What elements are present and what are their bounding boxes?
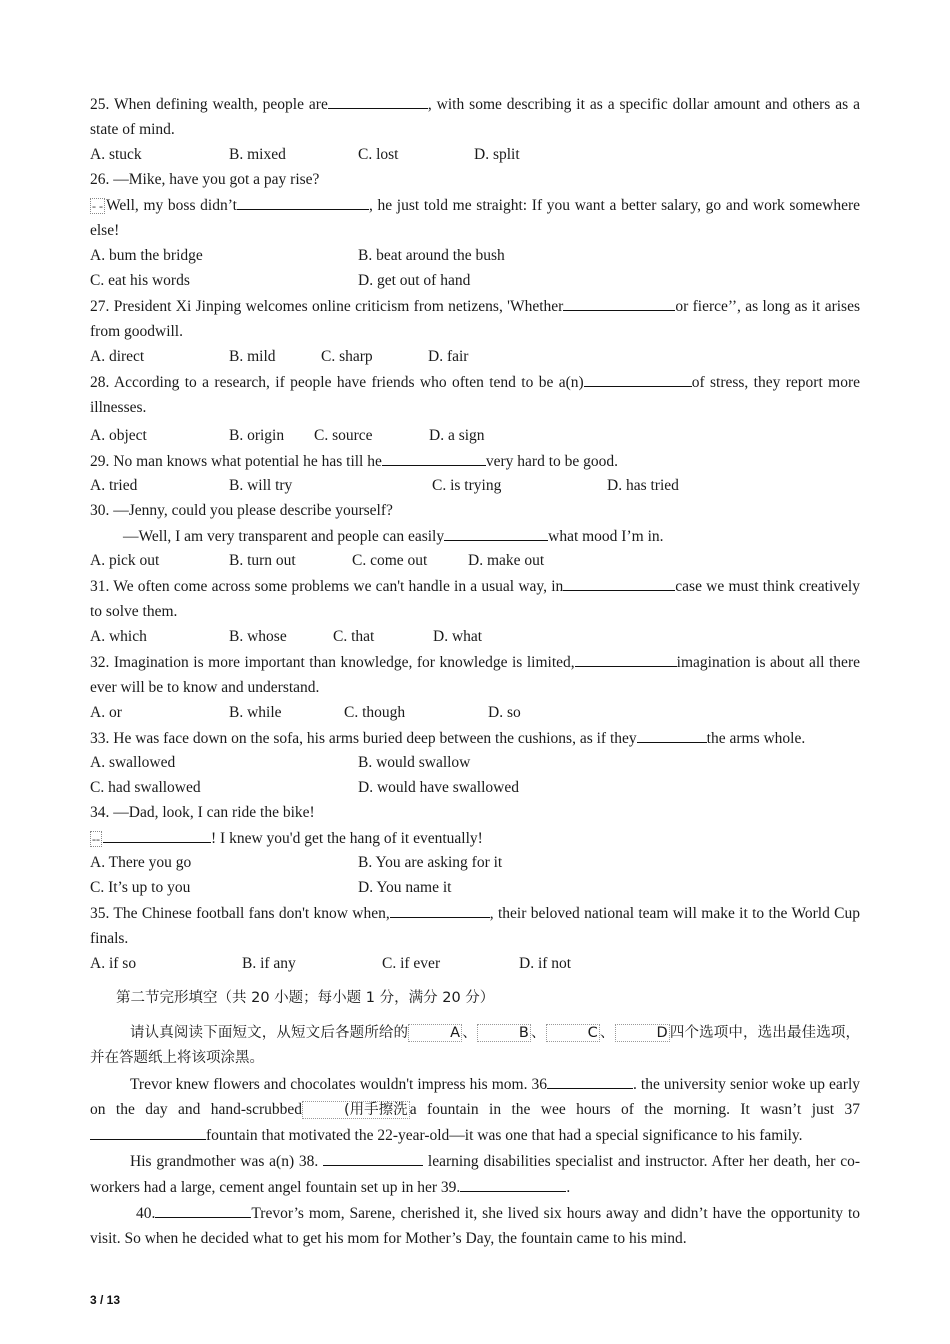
option-a: A. which <box>90 628 147 645</box>
question-text: or fierce’’, as long as it arises from goodwill. <box>90 298 860 340</box>
question-text: very hard to be good. <box>485 453 619 470</box>
question-32 <box>90 649 860 700</box>
reply-text: what mood I’m in. <box>548 528 664 545</box>
option-a: A. or <box>90 704 122 721</box>
options-row <box>90 875 860 900</box>
answer-blank <box>90 1122 206 1140</box>
reply-text: , he just told me straight: If you want a better salary, go and work somewhere else! <box>90 197 861 239</box>
question-text: , with some describing it as a specific dollar amount and others as a state of mind. <box>90 96 861 138</box>
options-row <box>90 951 860 976</box>
option-a: A. tried <box>90 477 138 494</box>
question-30-reply <box>90 523 860 548</box>
option-letter: A <box>408 1024 462 1042</box>
question-text: case we must think creatively to solve them. <box>90 578 860 620</box>
answer-blank <box>563 293 675 311</box>
reply-text: Well, my boss didn’t <box>106 197 237 214</box>
option-b: B. whose <box>229 628 287 645</box>
option-b: B. while <box>229 704 282 721</box>
option-b: B. will try <box>229 477 293 494</box>
question-text: 28. According to a research, if people have friends who often tend to be a(n) <box>90 374 584 391</box>
dash-marker: -- <box>92 832 100 846</box>
question-25 <box>90 91 860 142</box>
option-b: B. mild <box>229 348 276 365</box>
answer-blank <box>584 369 692 387</box>
options-row <box>90 423 860 448</box>
options-row <box>90 142 860 167</box>
answer-blank <box>390 900 490 918</box>
option-c: C. eat his words <box>90 272 190 289</box>
question-33 <box>90 725 860 750</box>
option-d: D. You name it <box>358 879 452 896</box>
option-d: D. if not <box>519 955 572 972</box>
option-c: C. had swallowed <box>90 779 201 796</box>
option-d: D. make out <box>468 552 545 569</box>
section-instructions: 请认真阅读下面短文，从短文后各题所给的 A 、 B 、 C 、 D 四个选项中，选出最佳选项，并在答题纸上将该项涂黑。 <box>90 1025 861 1066</box>
option-b: B. turn out <box>229 552 296 569</box>
question-text: , their beloved national team will make it to the World Cup finals. <box>90 905 861 947</box>
option-c: C. It’s up to you <box>90 879 191 896</box>
option-letter: C <box>546 1024 600 1042</box>
option-c: C. source <box>314 427 373 444</box>
option-b: B. You are asking for it <box>358 854 503 871</box>
answer-blank <box>382 448 486 466</box>
option-d: D. what <box>433 628 483 645</box>
option-c: C. sharp <box>321 348 373 365</box>
dash-marker: - - <box>92 199 103 213</box>
question-31 <box>90 573 860 624</box>
question-28 <box>90 369 860 420</box>
question-text: 31. We often come across some problems we can't handle in a usual way, in <box>90 578 564 595</box>
option-d: D. would have swallowed <box>358 779 519 796</box>
options-row <box>90 700 860 725</box>
answer-blank <box>237 192 369 210</box>
question-text: of stress, they report more illnesses. <box>90 374 860 416</box>
options-row <box>90 850 860 875</box>
option-c: C. lost <box>358 146 399 163</box>
answer-blank <box>328 91 428 109</box>
annotation-note: (用手擦洗 <box>302 1101 410 1119</box>
reply-text: ! I knew you'd get the hang of it eventually! <box>211 830 483 847</box>
option-a: A. if so <box>90 955 137 972</box>
option-c: C. though <box>344 704 406 721</box>
option-d: D. get out of hand <box>358 272 471 289</box>
question-30: 30. —Jenny, could you please describe yourself? <box>90 502 393 519</box>
options-row <box>90 775 860 800</box>
question-26-reply <box>90 192 860 243</box>
option-c: C. if ever <box>382 955 441 972</box>
option-letter: D <box>615 1024 670 1042</box>
answer-blank <box>637 725 707 743</box>
option-c: C. that <box>333 628 375 645</box>
passage-paragraph: 40. Trevor’s mom, Sarene, cherished it, she lived six hours away and didn’t have the opportunity to visit. So when he decided what to get his mom for Mother’s Day, the fountain came to his mind. <box>90 1200 860 1251</box>
option-a: A. stuck <box>90 146 142 163</box>
question-text: 33. He was face down on the sofa, his arms buried deep between the cushions, as if they <box>90 730 637 747</box>
option-b: B. beat around the bush <box>358 247 505 264</box>
option-b: B. mixed <box>229 146 286 163</box>
option-a: A. swallowed <box>90 754 176 771</box>
option-b: B. would swallow <box>358 754 471 771</box>
option-a: A. direct <box>90 348 145 365</box>
options-row <box>90 243 860 268</box>
reply-text: —Well, I am very transparent and people can easily <box>123 528 445 545</box>
question-text: 27. President Xi Jinping welcomes online criticism from netizens, 'Whether <box>90 298 564 315</box>
question-text: imagination is about all there ever will be to know and understand. <box>90 654 860 696</box>
option-a: A. object <box>90 427 147 444</box>
option-c: C. come out <box>352 552 428 569</box>
section-heading: 第二节完形填空（共 20 小题；每小题 1 分，满分 20 分） <box>116 990 495 1006</box>
question-text: 35. The Chinese football fans don't know when, <box>90 905 390 922</box>
answer-blank <box>547 1071 633 1089</box>
question-34-reply <box>90 825 860 850</box>
question-text: 29. No man knows what potential he has till he <box>90 453 382 470</box>
answer-blank <box>323 1148 423 1166</box>
option-d: D. fair <box>428 348 469 365</box>
passage-paragraph: Trevor knew flowers and chocolates wouldn't impress his mom. 36 . the university senior woke up early on the day and hand-scrubbed (用手擦洗 a fountain in the wee hours of the morning. It wasn’t just 37 fountain that motivated the 22-year-old—it was one that had a special significance to his family. <box>90 1071 860 1148</box>
answer-blank <box>103 825 211 843</box>
option-d: D. split <box>474 146 520 163</box>
answer-blank <box>155 1200 251 1218</box>
passage-paragraph: His grandmother was a(n) 38. learning disabilities specialist and instructor. After her death, her co-workers had a large, cement angel fountain set up in her 39. . <box>90 1148 860 1200</box>
option-c: C. is trying <box>432 477 502 494</box>
question-text: 32. Imagination is more important than knowledge, for knowledge is limited, <box>90 654 575 671</box>
question-text: the arms whole. <box>706 730 806 747</box>
options-row <box>90 750 860 775</box>
answer-blank <box>575 649 677 667</box>
options-row <box>90 344 860 369</box>
question-29 <box>90 448 860 473</box>
instruction-text: 请认真阅读下面短文，从短文后各题所给的 <box>130 1025 409 1041</box>
instruction-text: 四个选项中，选出最佳选项，并在答题纸上将该项涂黑。 <box>90 1025 861 1066</box>
question-34: 34. —Dad, look, I can ride the bike! <box>90 804 315 821</box>
answer-blank <box>444 523 548 541</box>
answer-blank <box>460 1174 566 1192</box>
options-row <box>90 268 860 293</box>
option-b: B. if any <box>242 955 296 972</box>
options-row <box>90 473 860 498</box>
option-a: A. pick out <box>90 552 160 569</box>
option-d: D. so <box>488 704 521 721</box>
option-d: D. a sign <box>429 427 485 444</box>
option-a: A. bum the bridge <box>90 247 203 264</box>
page-number: 3 / 13 <box>90 1293 121 1307</box>
question-text: 25. When defining wealth, people are <box>90 96 328 113</box>
option-a: A. There you go <box>90 854 192 871</box>
question-26: 26. —Mike, have you got a pay rise? <box>90 171 320 188</box>
document-page <box>90 91 860 1251</box>
option-d: D. has tried <box>607 477 679 494</box>
question-27 <box>90 293 860 344</box>
option-b: B. origin <box>229 427 285 444</box>
options-row <box>90 624 860 649</box>
option-letter: B <box>477 1024 531 1042</box>
options-row <box>90 548 860 573</box>
answer-blank <box>563 573 675 591</box>
question-35 <box>90 900 860 951</box>
